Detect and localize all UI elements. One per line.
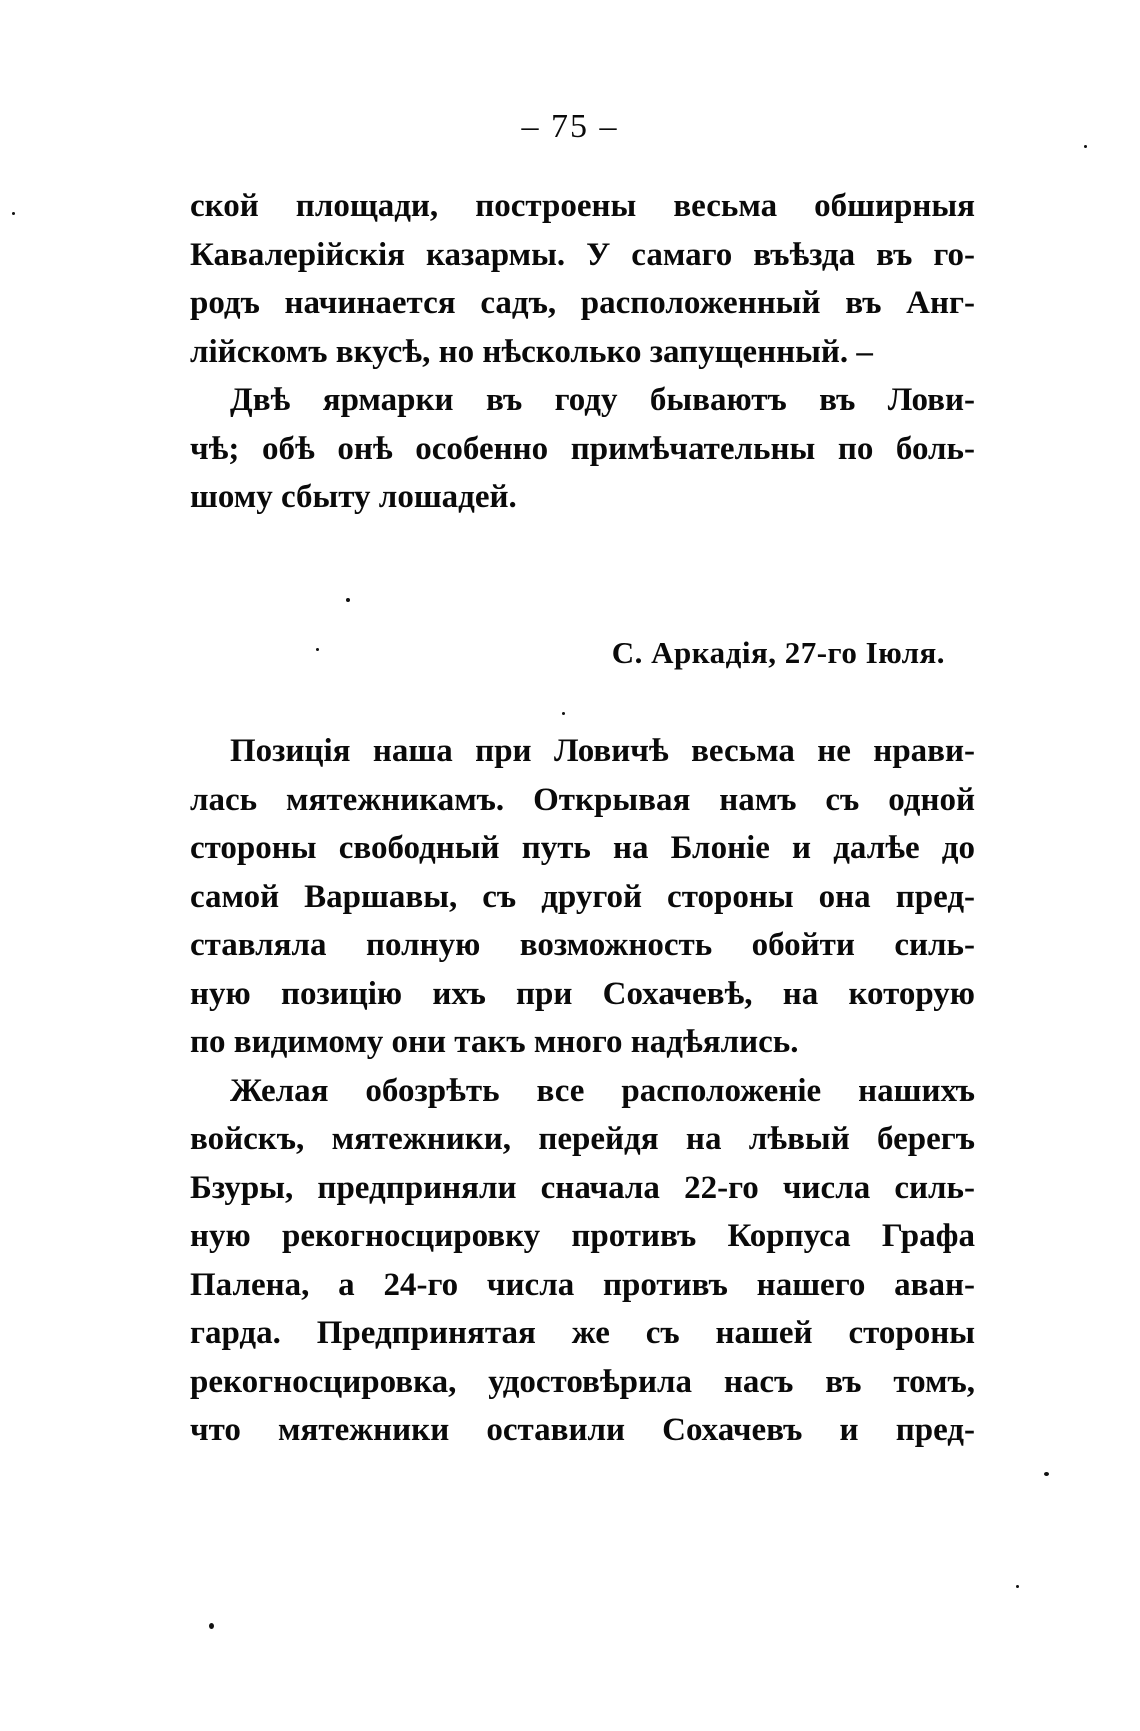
text-line: Кавалерiйскiя казармы. У самаго въѣзда въ го- [190,236,975,273]
scan-speck [209,1623,214,1629]
text-line: стороны свободный путь на Блонiе и далѣе до [190,830,975,866]
text-line: рекогносцировка, удостовѣрила насъ въ томъ, [190,1363,975,1400]
text-line: войскъ, мятежники, перейдя на лѣвый берегъ [190,1121,975,1157]
text-line: ную рекогносцировку противъ Корпуса Графа [190,1218,975,1254]
scan-speck [1044,1472,1049,1476]
text-line: что мятежники оставили Сохачевъ и пред- [190,1412,975,1448]
text-line: Желая обозрѣть все расположенiе нашихъ [230,1072,975,1109]
text-line: Двѣ ярмарки въ году бываютъ въ Лови- [230,382,975,418]
text-line: лась мятежникамъ. Открывая намъ съ одной [190,781,975,818]
paragraph-2 [190,376,975,522]
scan-speck [12,212,15,215]
text-line: шому сбыту лошадей. [190,479,517,515]
text-line: Позицiя наша при Ловичѣ весьма не нрави- [230,733,975,769]
text-line: самой Варшавы, съ другой стороны она пред- [190,878,975,915]
text-line: ставляла полную возможность обойти силь- [190,927,975,963]
text-line: родъ начинается садъ, расположенный въ Анг- [190,285,975,321]
paragraph-1 [190,182,975,376]
scan-speck [346,598,350,602]
text-line: по видимому они такъ много надѣялись. [190,1024,799,1060]
text-line: ской площади, построены весьма обширныя [190,188,975,224]
text-line: Бзуры, предприняли сначала 22-го числа силь- [190,1169,975,1206]
text-block-upper [190,182,975,522]
text-line: Палена, а 24-го числа противъ нашего аван- [190,1266,975,1303]
scan-speck [1084,145,1087,148]
text-line: гарда. Предпринятая же съ нашей стороны [190,1315,975,1351]
text-line: чѣ; обѣ онѣ особенно примѣчательны по боль- [190,430,975,467]
scan-speck [316,648,319,651]
scan-speck [562,712,565,715]
page-number: – 75 – [521,108,619,145]
dateline: С. Аркадiя, 27-го Iюля. [611,635,945,670]
text-line: лiйскомъ вкусѣ, но нѣсколько запущенный. – [190,333,873,370]
paragraph-4 [190,1067,975,1455]
scan-speck [1016,1585,1019,1588]
paragraph-3 [190,727,975,1067]
text-line: ную позицiю ихъ при Сохачевѣ, на которую [190,975,975,1012]
text-block-lower [190,727,975,1455]
